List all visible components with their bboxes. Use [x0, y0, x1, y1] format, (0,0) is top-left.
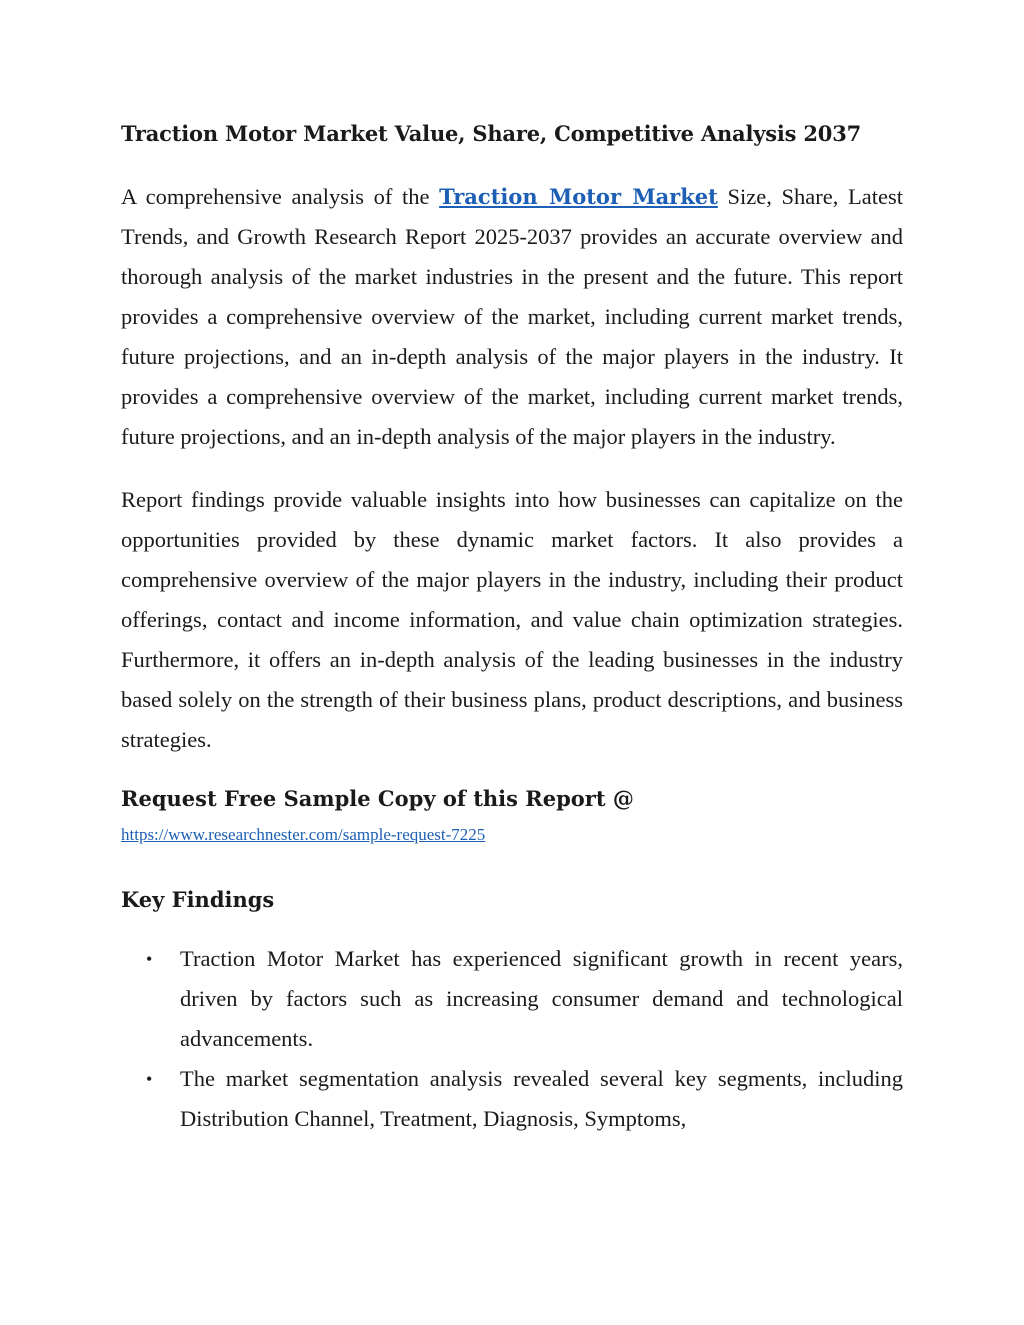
traction-motor-market-link[interactable]: Traction Motor Market [439, 184, 718, 209]
sample-request-link[interactable]: https://www.researchnester.com/sample-request-7225 [121, 825, 486, 844]
bullet-icon: • [146, 1069, 153, 1089]
intro-paragraph [121, 177, 903, 457]
report-findings-paragraph: Report findings provide valuable insights into how businesses can capitalize on the opportunities provided by these dynamic market factors. It also provides a comprehensive overview of the major players in the industry, including their product offerings, contact and income information, and value chain optimization strategies. Furthermore, it offers an in-depth analysis of the leading businesses in the industry based solely on the strength of their business plans, product descriptions, and business strategies. [121, 487, 903, 752]
list-item [121, 1059, 903, 1139]
sample-request-heading: Request Free Sample Copy of this Report @ [121, 786, 634, 811]
bullet-icon: • [146, 949, 153, 969]
list-item-text: Traction Motor Market has experienced significant growth in recent years, driven by factors such as increasing consumer demand and technological advancements. [180, 946, 903, 1051]
list-item [121, 939, 903, 1059]
intro-text-after-link: Size, Share, Latest Trends, and Growth Research Report 2025-2037 provides an accurate overview and thorough analysis of the market industries in the present and the future. This report provides a comprehensive overview of the market, including current market trends, future projections, and an in-depth analysis of the major players in the industry. It provides a comprehensive overview of the market, including current market trends, future projections, and an in-depth analysis of the major players in the industry. [121, 184, 903, 449]
key-findings-heading: Key Findings [121, 887, 275, 912]
intro-text-before-link: A comprehensive analysis of the [121, 184, 440, 209]
document-title: Traction Motor Market Value, Share, Competitive Analysis 2037 [121, 121, 862, 146]
key-findings-list [121, 939, 903, 1139]
list-item-text: The market segmentation analysis revealed several key segments, including Distribution Channel, Treatment, Diagnosis, Symptoms, [180, 1066, 903, 1131]
document-page [121, 118, 903, 1139]
